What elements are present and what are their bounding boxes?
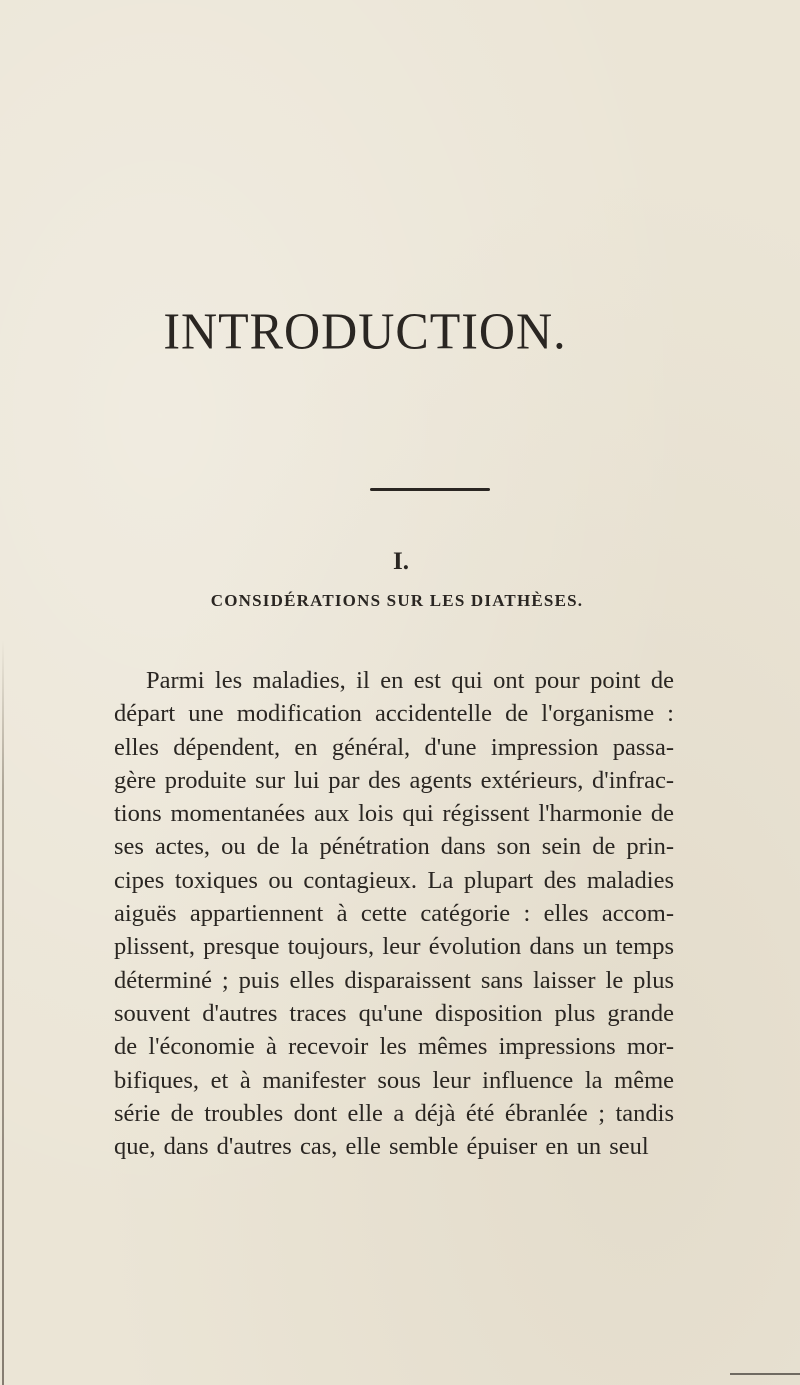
- section-number: I.: [393, 548, 409, 575]
- paragraph-line: aiguës appartiennent à cette catégorie : elles accom-: [114, 900, 674, 928]
- paragraph-line: série de troubles dont elle a déjà été ébranlée ; tandis: [114, 1099, 674, 1127]
- paragraph-line: gère produite sur lui par des agents extérieurs, d'infrac-: [114, 766, 674, 794]
- paragraph-line: ses actes, ou de la pénétration dans son sein de prin-: [114, 833, 674, 861]
- paragraph-line: plissent, presque toujours, leur évolution dans un temps: [114, 933, 674, 961]
- paragraph-line: bifiques, et à manifester sous leur influence la même: [114, 1066, 674, 1094]
- paragraph-line: de l'économie à recevoir les mêmes impressions mor-: [114, 1033, 674, 1061]
- title-divider: [370, 488, 490, 491]
- paragraph-line: tions momentanées aux lois qui régissent l'harmonie de: [114, 800, 674, 828]
- paragraph-line: souvent d'autres traces qu'une disposition plus grande: [114, 999, 674, 1027]
- body-paragraph: [114, 664, 674, 1163]
- paragraph-line: départ une modification accidentelle de l'organisme :: [114, 700, 674, 728]
- chapter-title: INTRODUCTION.: [163, 301, 567, 361]
- paragraph-line: que, dans d'autres cas, elle semble épuiser en un seul: [114, 1133, 649, 1161]
- paragraph-line: déterminé ; puis elles disparaissent sans laisser le plus: [114, 966, 674, 994]
- paragraph-line: cipes toxiques ou contagieux. La plupart des maladies: [114, 866, 674, 894]
- page-edge-shadow: [2, 640, 4, 1385]
- page-corner-line: [730, 1373, 800, 1375]
- section-heading: CONSIDÉRATIONS SUR LES DIATHÈSES.: [210, 591, 584, 610]
- paragraph-line: Parmi les maladies, il en est qui ont pour point de: [146, 667, 674, 694]
- paragraph-line: elles dépendent, en général, d'une impression passa-: [114, 733, 674, 761]
